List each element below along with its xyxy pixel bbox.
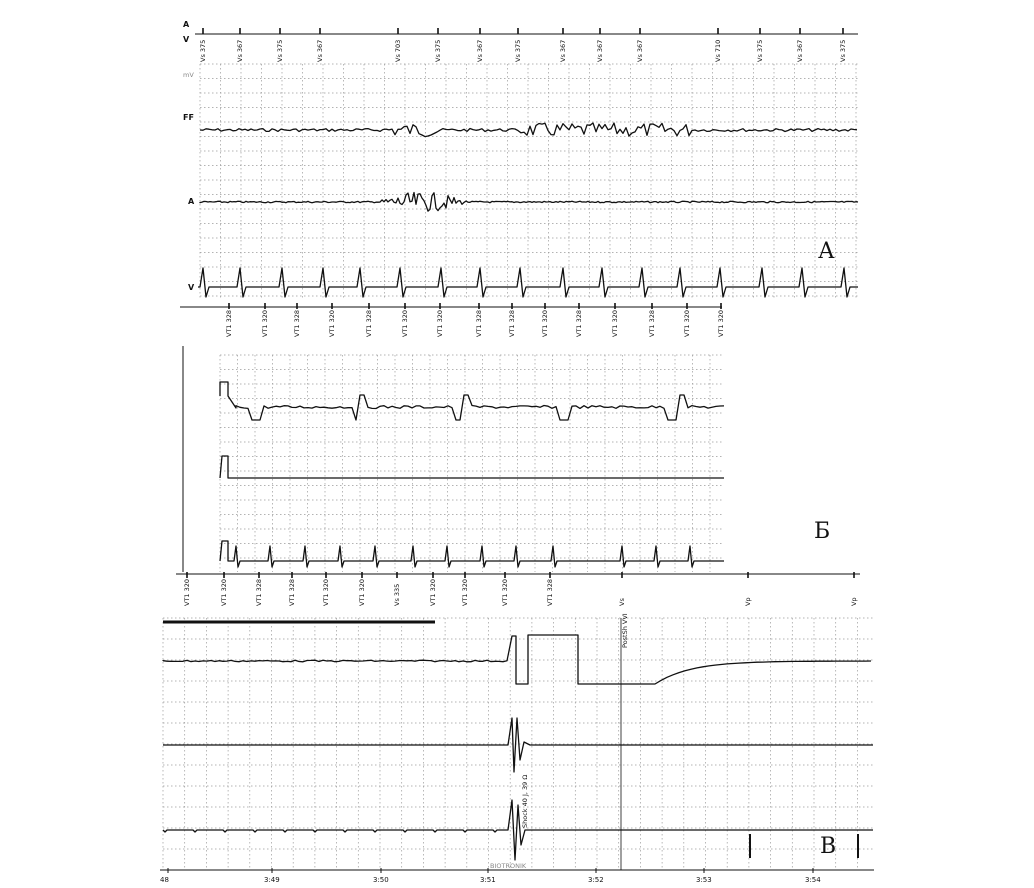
panel-a-top-markers: [199, 28, 847, 62]
biotronik-watermark: BIOTRONIK: [490, 862, 527, 870]
panel-b-atrial-trace: [220, 456, 724, 478]
top-marker: Vs 367: [636, 39, 644, 62]
panel-c: [160, 613, 874, 884]
top-marker: Vs 710: [714, 39, 722, 62]
panel-b-marker: VT1 320: [322, 578, 330, 606]
panel-a-atrial-trace: [200, 193, 858, 212]
top-marker: Vs 703: [394, 39, 402, 62]
bottom-marker: VT1 320: [436, 309, 444, 337]
panel-b-marker: VT1 320: [461, 578, 469, 606]
channel-label-ventricular: V: [188, 283, 195, 292]
bottom-marker: VT1 320: [541, 309, 549, 337]
panel-b-bottom-markers: [183, 572, 858, 606]
panel-c-letter: В: [820, 834, 837, 859]
bottom-marker: VT1 328: [225, 309, 233, 337]
panel-c-ff-trace: [163, 635, 871, 684]
panel-b-marker: VT1 328: [546, 578, 554, 606]
panel-c-atrial-trace: [163, 718, 873, 772]
top-marker: Vs 367: [796, 39, 804, 62]
panel-b-ff-trace: [220, 382, 724, 420]
top-marker: Vs 375: [756, 39, 764, 62]
bottom-marker: VT1 328: [648, 309, 656, 337]
channel-label-a-marker: A: [183, 20, 190, 29]
panel-a-ff-trace: [200, 123, 857, 137]
top-marker: Vs 375: [276, 39, 284, 62]
top-marker: Vs 375: [514, 39, 522, 62]
channel-label-v-marker: V: [183, 35, 190, 44]
postshock-label: PostSh VVI: [621, 613, 629, 648]
shock-label: Shock 40 J, 39 Ω: [521, 774, 529, 828]
time-tick-label: 3:51: [480, 876, 496, 884]
bottom-marker: VT1 328: [475, 309, 483, 337]
top-marker: Vs 367: [596, 39, 604, 62]
panel-b-grid: [220, 355, 724, 572]
bottom-marker: VT1 320: [401, 309, 409, 337]
panel-b-marker: Vp: [850, 597, 858, 606]
top-marker: Vs 367: [316, 39, 324, 62]
panel-b-letter: Б: [814, 519, 831, 544]
panel-b-marker: VT1 320: [429, 578, 437, 606]
panel-b-marker: VT1 320: [358, 578, 366, 606]
panel-b-marker: Vp: [744, 597, 752, 606]
channel-label-ff: FF: [183, 113, 194, 122]
panel-b-marker: VT1 328: [255, 578, 263, 606]
bottom-marker: VT1 320: [683, 309, 691, 337]
panel-a-letter: А: [818, 239, 835, 264]
time-tick-label: 3:53: [696, 876, 712, 884]
top-marker: Vs 375: [434, 39, 442, 62]
channel-label-mv: mV: [183, 71, 194, 79]
panel-a-bottom-markers: [225, 303, 725, 337]
panel-a: [180, 20, 858, 337]
panel-b-marker: VT1 320: [183, 578, 191, 606]
top-marker: Vs 375: [199, 39, 207, 62]
bottom-marker: VT1 320: [717, 309, 725, 337]
time-tick-label: 48: [160, 876, 169, 884]
bottom-marker: VT1 328: [575, 309, 583, 337]
panel-c-ventricular-trace: [163, 800, 873, 860]
channel-label-atrial: A: [188, 197, 195, 206]
top-marker: Vs 367: [476, 39, 484, 62]
top-marker: Vs 367: [559, 39, 567, 62]
panel-b-marker: VT1 328: [288, 578, 296, 606]
panel-b: [176, 346, 860, 606]
panel-b-ventricular-trace: [220, 541, 724, 567]
panel-b-marker: VT1 320: [501, 578, 509, 606]
top-marker: Vs 367: [236, 39, 244, 62]
panel-b-marker: Vs 335: [393, 583, 401, 606]
bottom-marker: VT1 320: [328, 309, 336, 337]
time-tick-label: 3:49: [264, 876, 280, 884]
bottom-marker: VT1 320: [611, 309, 619, 337]
bottom-marker: VT1 328: [293, 309, 301, 337]
time-tick-label: 3:54: [805, 876, 821, 884]
bottom-marker: VT1 328: [365, 309, 373, 337]
top-marker: Vs 375: [839, 39, 847, 62]
bottom-marker: VT1 320: [261, 309, 269, 337]
time-tick-label: 3:52: [588, 876, 604, 884]
bottom-marker: VT1 328: [508, 309, 516, 337]
panel-b-marker: VT1 320: [220, 578, 228, 606]
panel-a-grid: [200, 64, 858, 300]
panel-b-marker: Vs: [618, 598, 626, 606]
time-tick-label: 3:50: [373, 876, 389, 884]
